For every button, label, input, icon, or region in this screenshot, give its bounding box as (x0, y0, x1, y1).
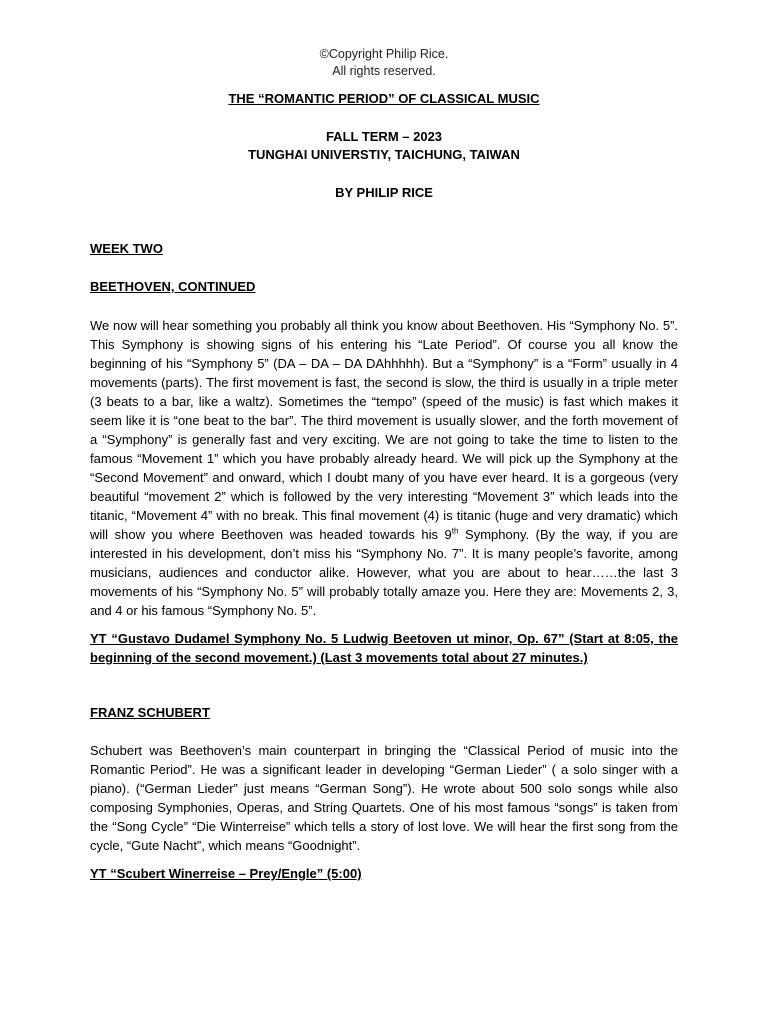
copyright-notice (90, 46, 678, 80)
schubert-paragraph: Schubert was Beethoven’s main counterpart in bringing the “Classical Period of music into the Romantic Period”. He was a significant leader in developing “German Lieder” ( a solo singer with a piano). (“German Lieder” just means “German Song”). He wrote about 500 solo songs while also composing Symphonies, Operas, and String Quartets. One of his most famous “songs” is taken from the “Song Cycle” “Die Winterreise” which tells a story of lost love. We will hear the first song from the cycle, “Gute Nacht”, which means “Goodnight”. (90, 743, 678, 853)
week-heading: WEEK TWO (90, 241, 163, 256)
document-title: THE “ROMANTIC PERIOD” OF CLASSICAL MUSIC (228, 91, 540, 106)
term-block (90, 128, 678, 164)
term-line: FALL TERM – 2023 (325, 129, 443, 144)
author-line: BY PHILIP RICE (335, 185, 433, 200)
beethoven-heading: BEETHOVEN, CONTINUED (90, 279, 256, 294)
ordinal-superscript: th (451, 526, 459, 536)
beethoven-paragraph-text-2: Symphony. (By the way, if you are interested in his development, don’t miss his “Symphony No. 7”. It is many people’s favorite, among musicians, audiences and conductor alike. However, what you are about to hear……the last 3 movements of his “Symphony No. 5” will probably totally amaze you. Here they are: Movements 2, 3, and 4 or his famous “Symphony No. 5”. (90, 527, 679, 618)
beethoven-paragraph-text-1: We now will hear something you probably all think you know about Beethoven. His “Symphony No. 5”. This Symphony is showing signs of his entering his “Late Period”. Of course you all know the beginning of his “Symphony 5” (DA – DA – DA DAhhhhh). But a “Symphony” is a “Form” usually in 4 movements (parts). The first movement is fast, the second is slow, the third is usually in a triple meter (3 beats to a bar, like a waltz). Sometimes the “tempo” (speed of the music) is fast which makes it seem like it is “one beat to the bar”. The third movement is usually slower, and the forth movement of a “Symphony” is generally fast and very exciting. We are not going to take the time to listen to the famous “Movement 1” which you have probably already heard. We will pick up the Symphony at the “Second Movement” and onward, which I doubt many of you have ever heard. It is a gorgeous (very beautiful “movement 2” which is followed by the very interesting “Movement 3” which leads into the titanic, “Movement 4” with no break. This final movement (4) is titanic (huge and very dramatic) which will show you where Beethoven was headed towards his 9 (90, 318, 678, 542)
university-line: TUNGHAI UNIVERSTIY, TAICHUNG, TAIWAN (248, 147, 520, 162)
schubert-youtube-reference: YT “Scubert Winerreise – Prey/Engle” (5:00) (90, 866, 362, 881)
schubert-heading: FRANZ SCHUBERT (90, 705, 210, 720)
copyright-line-2: All rights reserved. (332, 64, 436, 78)
beethoven-youtube-reference: YT “Gustavo Dudamel Symphony No. 5 Ludwig Beetoven ut minor, Op. 67” (Start at 8:05, the beginning of the second movement.) (Last 3 movements total about 27 minutes.) (90, 631, 678, 665)
beethoven-paragraph (90, 316, 678, 620)
copyright-line-1: ©Copyright Philip Rice. (319, 47, 449, 61)
